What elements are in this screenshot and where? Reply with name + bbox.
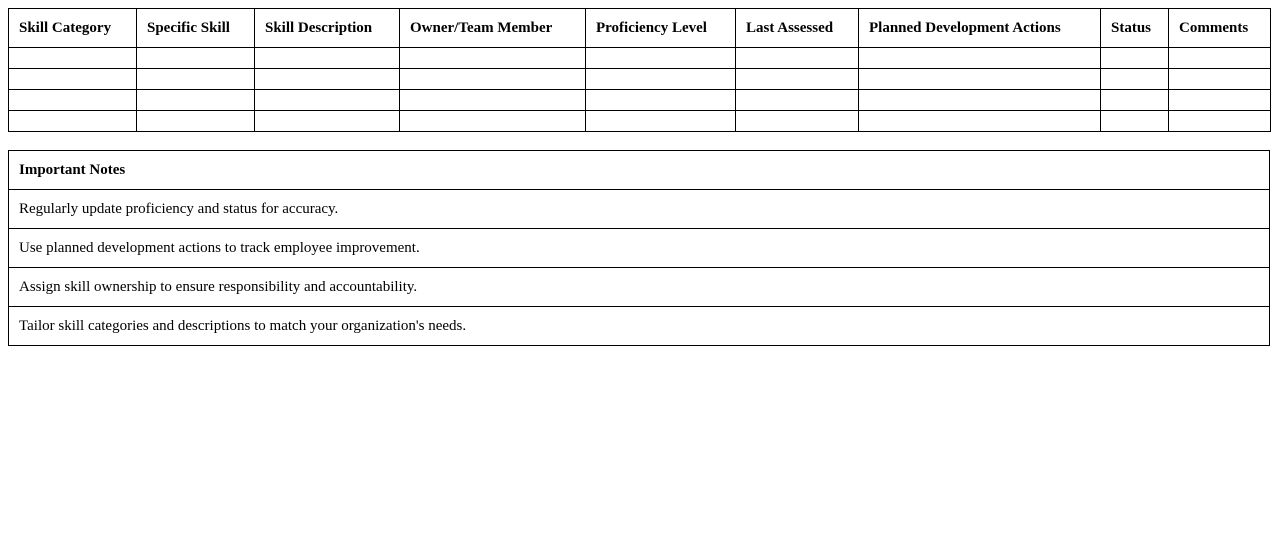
- header-last-assessed: Last Assessed: [736, 9, 859, 48]
- skills-table: [8, 8, 1271, 132]
- note-item: Tailor skill categories and descriptions to match your organization's needs.: [9, 307, 1270, 346]
- table-cell[interactable]: [736, 48, 859, 69]
- header-status: Status: [1101, 9, 1169, 48]
- note-item: Use planned development actions to track employee improvement.: [9, 229, 1270, 268]
- table-cell[interactable]: [255, 48, 400, 69]
- table-cell[interactable]: [1169, 48, 1271, 69]
- table-cell[interactable]: [586, 90, 736, 111]
- skills-table-body: [9, 48, 1271, 132]
- notes-header-row: [9, 151, 1270, 190]
- table-cell[interactable]: [255, 111, 400, 132]
- table-cell[interactable]: [586, 69, 736, 90]
- table-cell[interactable]: [137, 48, 255, 69]
- table-cell[interactable]: [9, 69, 137, 90]
- table-cell[interactable]: [586, 111, 736, 132]
- header-owner-team-member: Owner/Team Member: [400, 9, 586, 48]
- table-cell[interactable]: [400, 69, 586, 90]
- skills-table-header: [9, 9, 1271, 48]
- header-row: [9, 9, 1271, 48]
- header-planned-development-actions: Planned Development Actions: [859, 9, 1101, 48]
- table-cell[interactable]: [9, 48, 137, 69]
- notes-table-body: [9, 190, 1270, 346]
- table-cell[interactable]: [859, 48, 1101, 69]
- note-item: Assign skill ownership to ensure responsibility and accountability.: [9, 268, 1270, 307]
- notes-title: Important Notes: [9, 151, 1270, 190]
- note-row: [9, 229, 1270, 268]
- header-skill-category: Skill Category: [9, 9, 137, 48]
- header-skill-description: Skill Description: [255, 9, 400, 48]
- notes-table-header: [9, 151, 1270, 190]
- table-cell[interactable]: [9, 111, 137, 132]
- table-cell[interactable]: [736, 111, 859, 132]
- table-cell[interactable]: [736, 69, 859, 90]
- table-cell[interactable]: [400, 111, 586, 132]
- table-cell[interactable]: [400, 48, 586, 69]
- table-cell[interactable]: [255, 90, 400, 111]
- table-row: [9, 111, 1271, 132]
- table-row: [9, 69, 1271, 90]
- table-cell[interactable]: [586, 48, 736, 69]
- header-proficiency-level: Proficiency Level: [586, 9, 736, 48]
- notes-table: [8, 150, 1270, 346]
- header-comments: Comments: [1169, 9, 1271, 48]
- note-item: Regularly update proficiency and status for accuracy.: [9, 190, 1270, 229]
- table-cell[interactable]: [9, 90, 137, 111]
- table-cell[interactable]: [137, 69, 255, 90]
- table-cell[interactable]: [255, 69, 400, 90]
- table-cell[interactable]: [400, 90, 586, 111]
- table-cell[interactable]: [137, 111, 255, 132]
- table-cell[interactable]: [1101, 48, 1169, 69]
- table-row: [9, 48, 1271, 69]
- table-cell[interactable]: [1101, 90, 1169, 111]
- table-row: [9, 90, 1271, 111]
- table-cell[interactable]: [1169, 111, 1271, 132]
- table-cell[interactable]: [1169, 69, 1271, 90]
- table-cell[interactable]: [1101, 69, 1169, 90]
- table-cell[interactable]: [137, 90, 255, 111]
- table-cell[interactable]: [859, 69, 1101, 90]
- note-row: [9, 307, 1270, 346]
- header-specific-skill: Specific Skill: [137, 9, 255, 48]
- table-cell[interactable]: [859, 90, 1101, 111]
- table-cell[interactable]: [1101, 111, 1169, 132]
- table-cell[interactable]: [1169, 90, 1271, 111]
- table-cell[interactable]: [736, 90, 859, 111]
- table-cell[interactable]: [859, 111, 1101, 132]
- note-row: [9, 268, 1270, 307]
- note-row: [9, 190, 1270, 229]
